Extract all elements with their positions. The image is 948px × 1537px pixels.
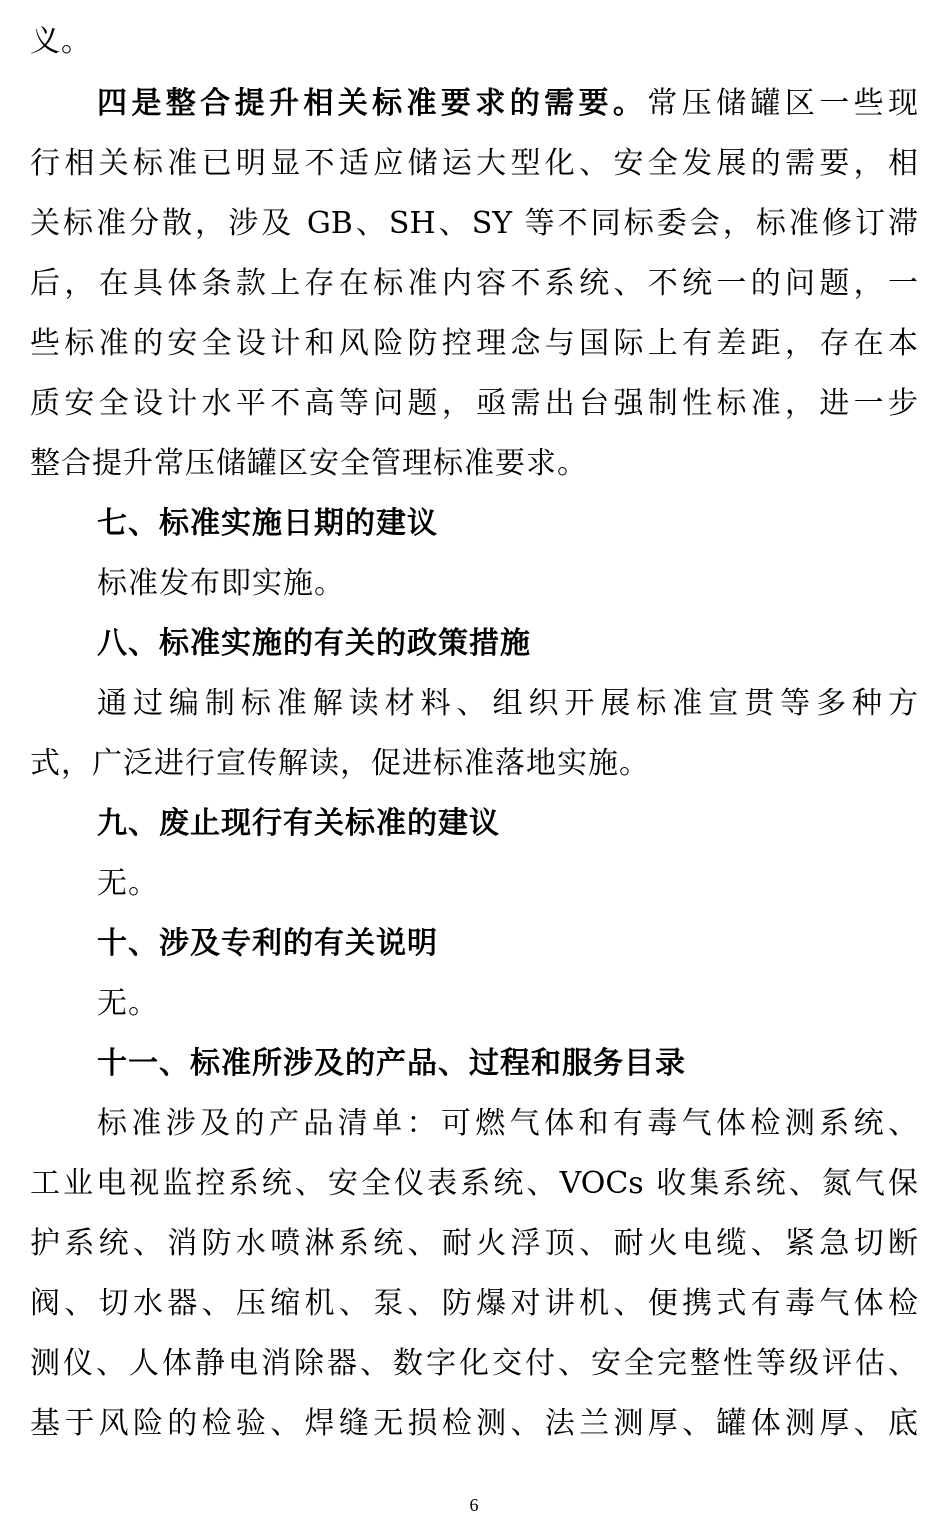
- page-number: 6: [469, 1495, 479, 1515]
- text-line-continuation: 义。: [30, 24, 92, 59]
- paragraph-four-first-line: [97, 84, 918, 124]
- section-nine-body: 无。: [97, 866, 159, 901]
- paragraph-four-start: 常压储罐区一些现: [647, 86, 919, 121]
- paragraph-four-line: 后，在具体条款上存在标准内容不系统、不统一的问题，一: [30, 266, 918, 301]
- section-seven-body: 标准发布即实施。: [97, 566, 345, 601]
- paragraph-four-lead: 四是整合提升相关标准要求的需要。: [97, 86, 648, 121]
- section-heading-nine: 九、废止现行有关标准的建议: [97, 806, 500, 841]
- section-eleven-body-line: 测仪、人体静电消除器、数字化交付、安全完整性等级评估、: [30, 1346, 918, 1381]
- section-eleven-body-line: 标准涉及的产品清单：可燃气体和有毒气体检测系统、: [97, 1106, 918, 1141]
- paragraph-four-last-line: 整合提升常压储罐区安全管理标准要求。: [30, 446, 588, 481]
- section-eight-body-line: 式，广泛进行宣传解读，促进标准落地实施。: [30, 746, 650, 781]
- paragraph-four-line: 些标准的安全设计和风险防控理念与国际上有差距，存在本: [30, 326, 918, 361]
- section-heading-ten: 十、涉及专利的有关说明: [97, 926, 438, 961]
- section-heading-eleven: 十一、标准所涉及的产品、过程和服务目录: [97, 1046, 686, 1081]
- section-eleven-body-line: 工业电视监控系统、安全仪表系统、VOCs 收集系统、氮气保: [30, 1166, 918, 1201]
- paragraph-four-line: 质安全设计水平不高等问题，亟需出台强制性标准，进一步: [30, 386, 918, 421]
- section-eight-body-line: 通过编制标准解读材料、组织开展标准宣贯等多种方: [97, 686, 918, 721]
- section-heading-eight: 八、标准实施的有关的政策措施: [97, 626, 531, 661]
- section-heading-seven: 七、标准实施日期的建议: [97, 506, 438, 541]
- paragraph-four-line: 关标准分散，涉及 GB、SH、SY 等不同标委会，标准修订滞: [30, 206, 918, 241]
- paragraph-four-line: 行相关标准已明显不适应储运大型化、安全发展的需要，相: [30, 146, 918, 181]
- section-eleven-body-line: 阀、切水器、压缩机、泵、防爆对讲机、便携式有毒气体检: [30, 1286, 918, 1321]
- section-eleven-body-line: 护系统、消防水喷淋系统、耐火浮顶、耐火电缆、紧急切断: [30, 1226, 918, 1261]
- section-eleven-body-line: 基于风险的检验、焊缝无损检测、法兰测厚、罐体测厚、底: [30, 1406, 918, 1441]
- section-ten-body: 无。: [97, 986, 159, 1021]
